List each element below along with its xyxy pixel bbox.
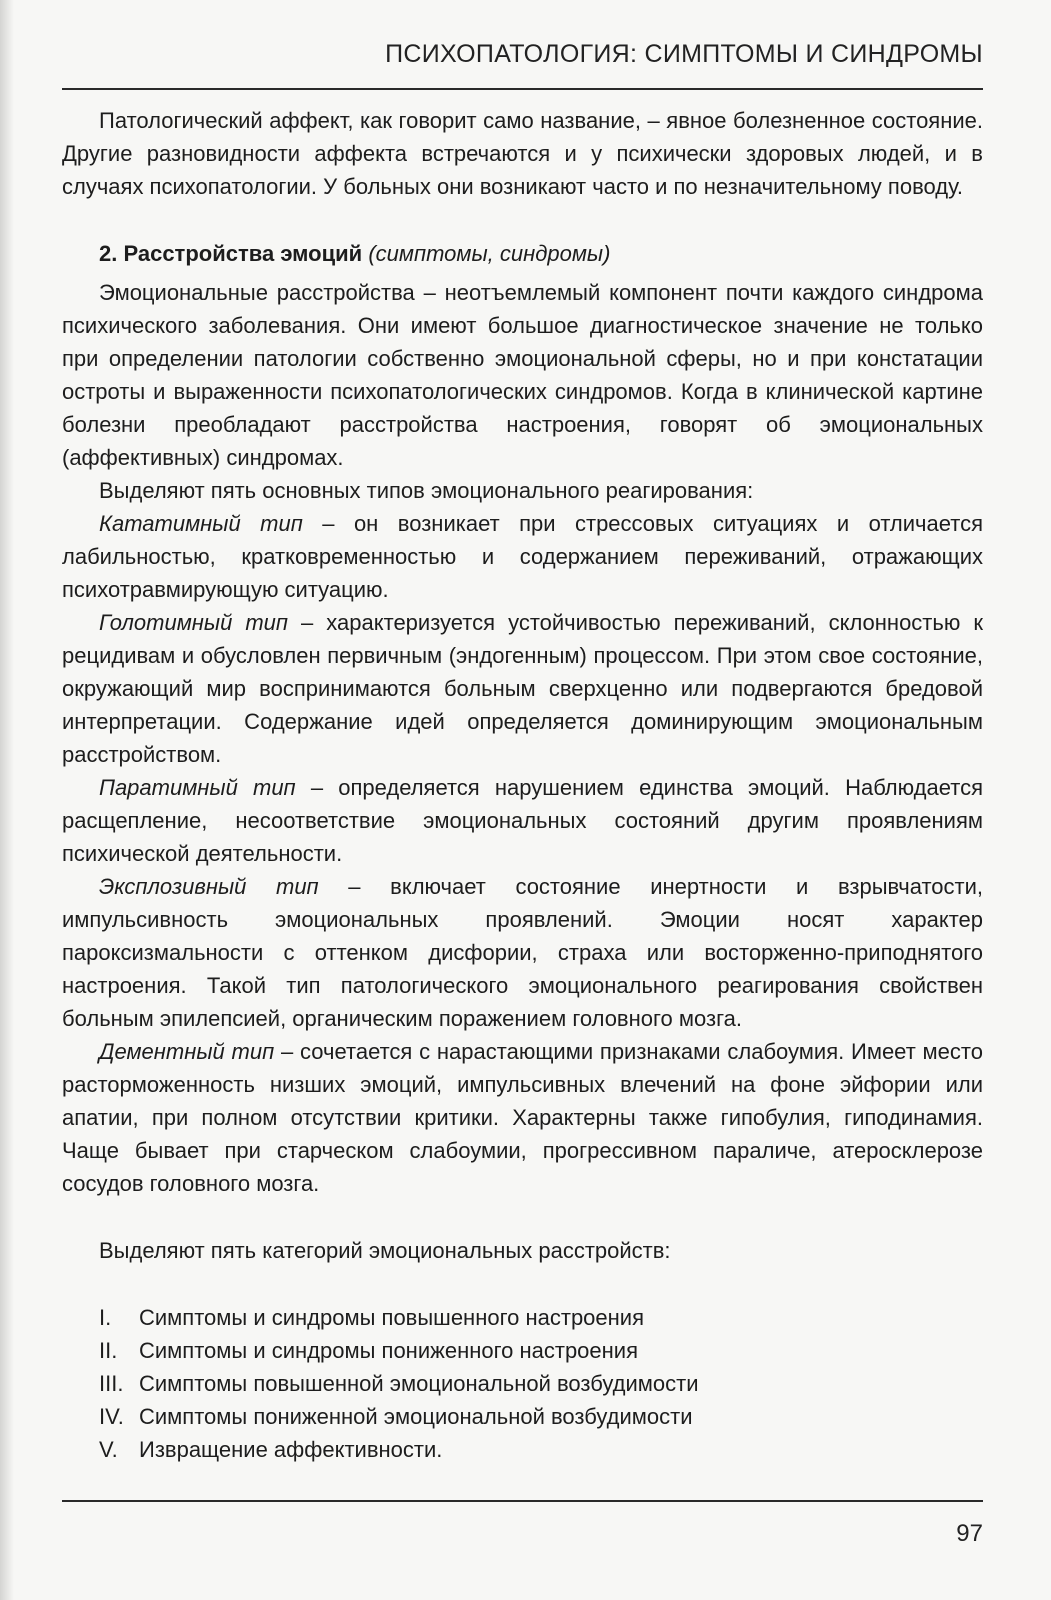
page-body bbox=[62, 104, 983, 1466]
type-term: Кататимный тип bbox=[99, 511, 303, 536]
type-term: Дементный тип bbox=[99, 1039, 275, 1064]
list-item-number: IV. bbox=[99, 1404, 124, 1429]
type-paragraph-paratimny bbox=[62, 771, 983, 870]
list-item-text: Извращение аффективности. bbox=[139, 1437, 443, 1462]
type-term: Голотимный тип bbox=[99, 610, 288, 635]
list-item-number: I. bbox=[99, 1305, 112, 1330]
section-heading bbox=[62, 237, 983, 270]
type-text: – характеризуется устойчивостью переживаний, склонностью к рецидивам и обусловлен первичным (эндогенным) процессом. При этом свое состояние, окружающий мир воспринимаются больным сверхценно или подвергаются бредовой интерпретации. Содержание идей определяется доминирующим эмоциональным расстройством. bbox=[62, 610, 983, 767]
list-item bbox=[62, 1301, 983, 1334]
list-item-number: III. bbox=[99, 1371, 124, 1396]
running-head: ПСИХОПАТОЛОГИЯ: СИМПТОМЫ И СИНДРОМЫ bbox=[385, 40, 983, 68]
header-rule bbox=[62, 88, 983, 90]
categories-intro: Выделяют пять категорий эмоциональных расстройств: bbox=[99, 1238, 671, 1263]
list-item-text: Симптомы и синдромы пониженного настроения bbox=[139, 1338, 639, 1363]
section-heading-italic: (симптомы, синдромы) bbox=[368, 241, 611, 266]
page-edge-shadow bbox=[0, 0, 14, 1600]
spacer bbox=[62, 203, 983, 237]
type-paragraph-dementny bbox=[62, 1035, 983, 1200]
spacer bbox=[62, 1267, 983, 1301]
type-term: Паратимный тип bbox=[99, 775, 296, 800]
intro-paragraph: Патологический аффект, как говорит само название, – явное болезненное состояние. Другие разновидности аффекта встречаются и у психически здоровых людей, и в случаях психопатологии. У больных они возникают часто и по незначительному поводу. bbox=[62, 108, 983, 199]
list-item bbox=[62, 1400, 983, 1433]
list-item bbox=[62, 1367, 983, 1400]
list-item-text: Симптомы повышенной эмоциональной возбудимости bbox=[139, 1371, 699, 1396]
list-item bbox=[62, 1334, 983, 1367]
type-text: – сочетается с нарастающими признаками слабоумия. Имеет место расторможенность низших эмоций, импульсивных влечений на фоне эйфории или апатии, при полном отсутствии критики. Характерны также гипобулия, гиподинамия. Чаще бывает при старческом слабоумии, прогрессивном параличе, атеросклерозе сосудов головного мозга. bbox=[62, 1039, 983, 1196]
list-item-text: Симптомы пониженной эмоциональной возбудимости bbox=[139, 1404, 693, 1429]
type-paragraph-golotimny bbox=[62, 606, 983, 771]
page-number: 97 bbox=[956, 1520, 983, 1547]
spacer bbox=[62, 1200, 983, 1234]
categories-list bbox=[62, 1301, 983, 1466]
type-text: – включает состояние инертности и взрывчатости, импульсивность эмоциональных проявлений. Эмоции носят характер пароксизмальности с оттенком дисфории, страха или восторженно-приподнятого настроения. Такой тип патологического эмоционального реагирования свойствен больным эпилепсией, органическим поражением головного мозга. bbox=[62, 874, 983, 1031]
paragraph-emotional-disorders: Эмоциональные расстройства – неотъемлемый компонент почти каждого синдрома психического заболевания. Они имеют большое диагностическое значение не только при определении патологии собственно эмоциональной сферы, но и при констатации остроты и выраженности психопатологических синдромов. Когда в клинической картине болезни преобладают расстройства настроения, говорят об эмоциональных (аффективных) синдромах. bbox=[62, 280, 983, 470]
paragraph-types-intro: Выделяют пять основных типов эмоционального реагирования: bbox=[99, 478, 754, 503]
type-paragraph-katatimny bbox=[62, 507, 983, 606]
section-heading-bold: 2. Расстройства эмоций bbox=[99, 241, 363, 266]
type-paragraph-eksplozivny bbox=[62, 870, 983, 1035]
type-text: – определяется нарушением единства эмоций. Наблюдается расщепление, несоответствие эмоциональных состояний другим проявлениям психической деятельности. bbox=[62, 775, 983, 866]
list-item bbox=[62, 1433, 983, 1466]
list-item-number: V. bbox=[99, 1437, 118, 1462]
footer-rule bbox=[62, 1500, 983, 1502]
type-term: Эксплозивный тип bbox=[99, 874, 319, 899]
list-item-number: II. bbox=[99, 1338, 118, 1363]
list-item-text: Симптомы и синдромы повышенного настроения bbox=[139, 1305, 645, 1330]
type-text: – он возникает при стрессовых ситуациях и отличается лабильностью, кратковременностью и содержанием переживаний, отражающих психотравмирующую ситуацию. bbox=[62, 511, 983, 602]
